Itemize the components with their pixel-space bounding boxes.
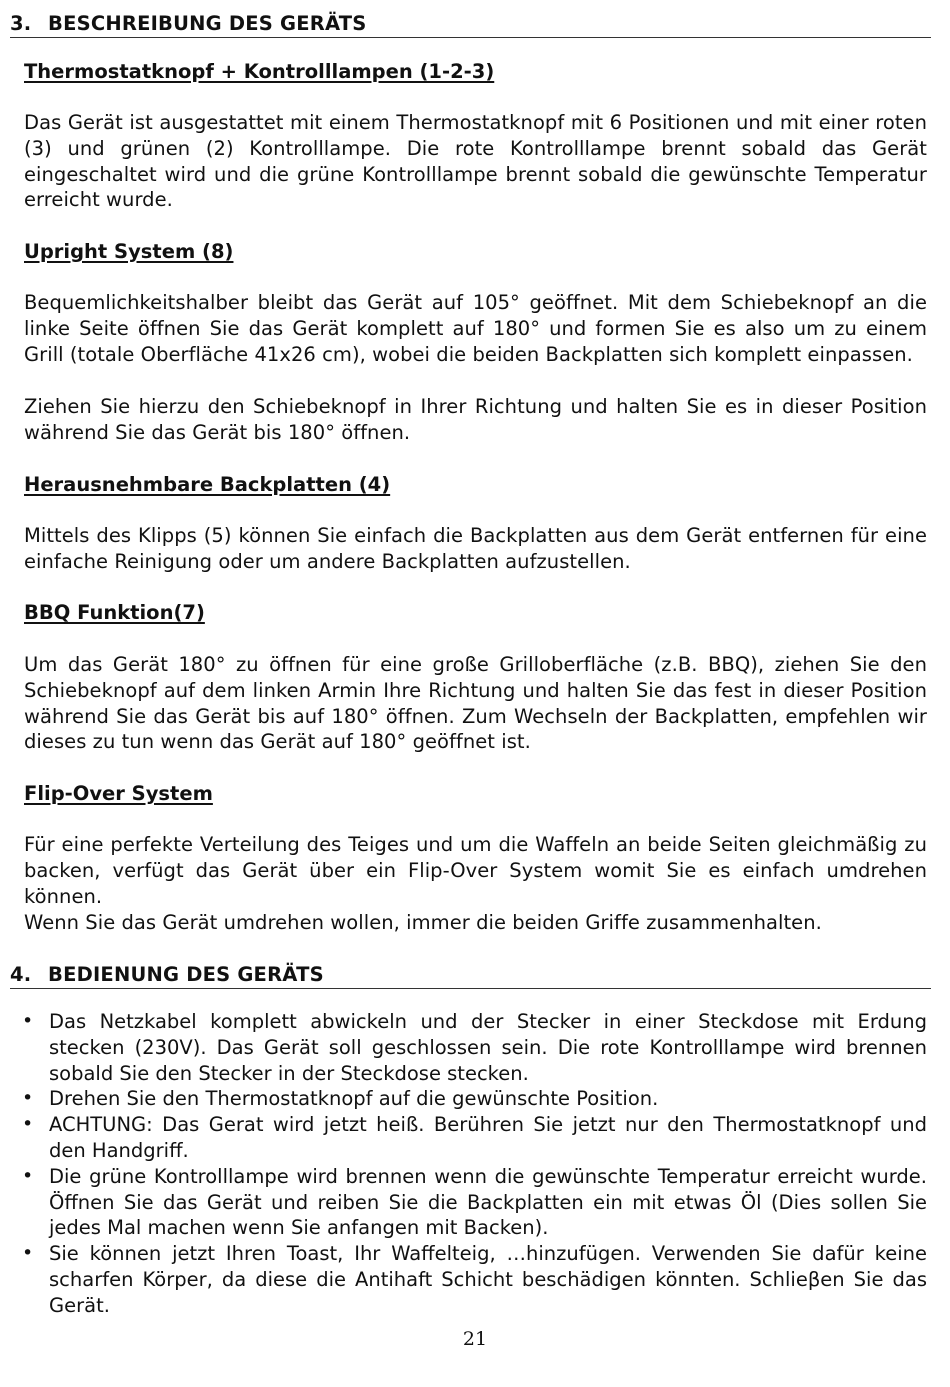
list-item — [14, 1241, 927, 1318]
list-item — [14, 1112, 927, 1164]
list-item — [14, 1086, 927, 1112]
paragraph-bbq-function: Um das Gerät 180° zu öffnen für eine große Grilloberfläche (z.B. BBQ), ziehen Sie den Schiebeknopf auf dem linken Armin Ihre Richtung und halten Sie das fest in dieser Position während Sie das Gerät bis auf 180° öffnen. Zum Wechseln der Backplatten, empfehlen wir dieses zu tun wenn das Gerät auf 180° geöffnet ist. — [24, 653, 927, 754]
paragraph-flip-over-1: Für eine perfekte Verteilung des Teiges und um die Waffeln an beide Seiten gleichmäßig zu backen, verfügt das Gerät über ein Flip-Over System womit Sie es einfach umdrehen können. — [24, 833, 927, 908]
section-heading-operation — [10, 963, 931, 989]
section-title: BEDIENUNG DES GERÄTS — [48, 963, 324, 986]
bullet-icon: • — [22, 1242, 34, 1265]
list-item-text: Die grüne Kontrolllampe wird brennen wenn die gewünschte Temperatur erreicht wurde. Öffnen Sie das Gerät und reiben Sie die Backplatten ein mit etwas Öl (Dies sollen Sie jedes Mal machen wenn Sie anfangen mit Backen). — [49, 1164, 927, 1240]
list-item — [14, 1009, 927, 1086]
operation-steps-list — [14, 1009, 927, 1319]
list-item — [14, 1164, 927, 1241]
bullet-icon: • — [22, 1010, 34, 1032]
list-item-text: Drehen Sie den Thermostatknopf auf die gewünschte Position. — [49, 1087, 659, 1111]
bullet-icon: • — [22, 1164, 34, 1187]
list-item-text: ACHTUNG: Das Gerat wird jetzt heiß. Berühren Sie jetzt nur den Thermostatknopf und den Handgriff. — [49, 1113, 927, 1162]
paragraph-upright-1: Bequemlichkeitshalber bleibt das Gerät auf 105° geöffnet. Mit dem Schiebeknopf an die linke Seite öffnen Sie das Gerät komplett auf 180° und formen Sie es also um zu einem Grill (totale Oberfläche 41x26 cm), wobei die beiden Backplatten sich komplett einpassen. — [24, 291, 927, 366]
list-item-text: Sie können jetzt Ihren Toast, Ihr Waffelteig, …hinzufügen. Verwenden Sie dafür keine scharfen Körper, da diese die Antihaft Schicht beschädigen könnten. Schlieβen Sie das Gerät. — [49, 1242, 927, 1317]
section-number: 4. — [10, 963, 32, 986]
section-title: BESCHREIBUNG DES GERÄTS — [48, 12, 367, 35]
heading-thermostat: Thermostatknopf + Kontrolllampen (1-2-3) — [24, 60, 495, 83]
bullet-icon: • — [22, 1087, 34, 1110]
paragraph-removable-plates: Mittels des Klipps (5) können Sie einfach die Backplatten aus dem Gerät entfernen für eine einfache Reinigung oder um andere Backplatten aufzustellen. — [24, 524, 927, 573]
section-number: 3. — [10, 12, 32, 35]
paragraph-upright-2: Ziehen Sie hierzu den Schiebeknopf in Ihrer Richtung und halten Sie es in dieser Position während Sie das Gerät bis 180° öffnen. — [24, 395, 927, 444]
paragraph-thermostat: Das Gerät ist ausgestattet mit einem Thermostatknopf mit 6 Positionen und mit einer roten (3) und grünen (2) Kontrolllampe. Die rote Kontrolllampe brennt sobald das Gerät eingeschaltet wird und die grüne Kontrolllampe brennt sobald die gewünschte Temperatur erreicht wurde. — [24, 111, 927, 212]
page-number: 21 — [462, 1328, 488, 1350]
paragraph-flip-over-2: Wenn Sie das Gerät umdrehen wollen, immer die beiden Griffe zusammenhalten. — [24, 911, 822, 934]
section-heading-description — [10, 12, 931, 38]
heading-removable-plates: Herausnehmbare Backplatten (4) — [24, 473, 391, 496]
bullet-icon: • — [22, 1113, 34, 1136]
heading-flip-over-system: Flip-Over System — [24, 782, 213, 805]
heading-bbq-function: BBQ Funktion(7) — [24, 601, 205, 624]
list-item-text: Das Netzkabel komplett abwickeln und der Stecker in einer Steckdose mit Erdung stecken (230V). Das Gerät soll geschlossen sein. Die rote Kontrolllampe wird brennen sobald Sie den Stecker in der Steckdose stecken. — [49, 1010, 927, 1085]
heading-upright-system: Upright System (8) — [24, 240, 234, 263]
